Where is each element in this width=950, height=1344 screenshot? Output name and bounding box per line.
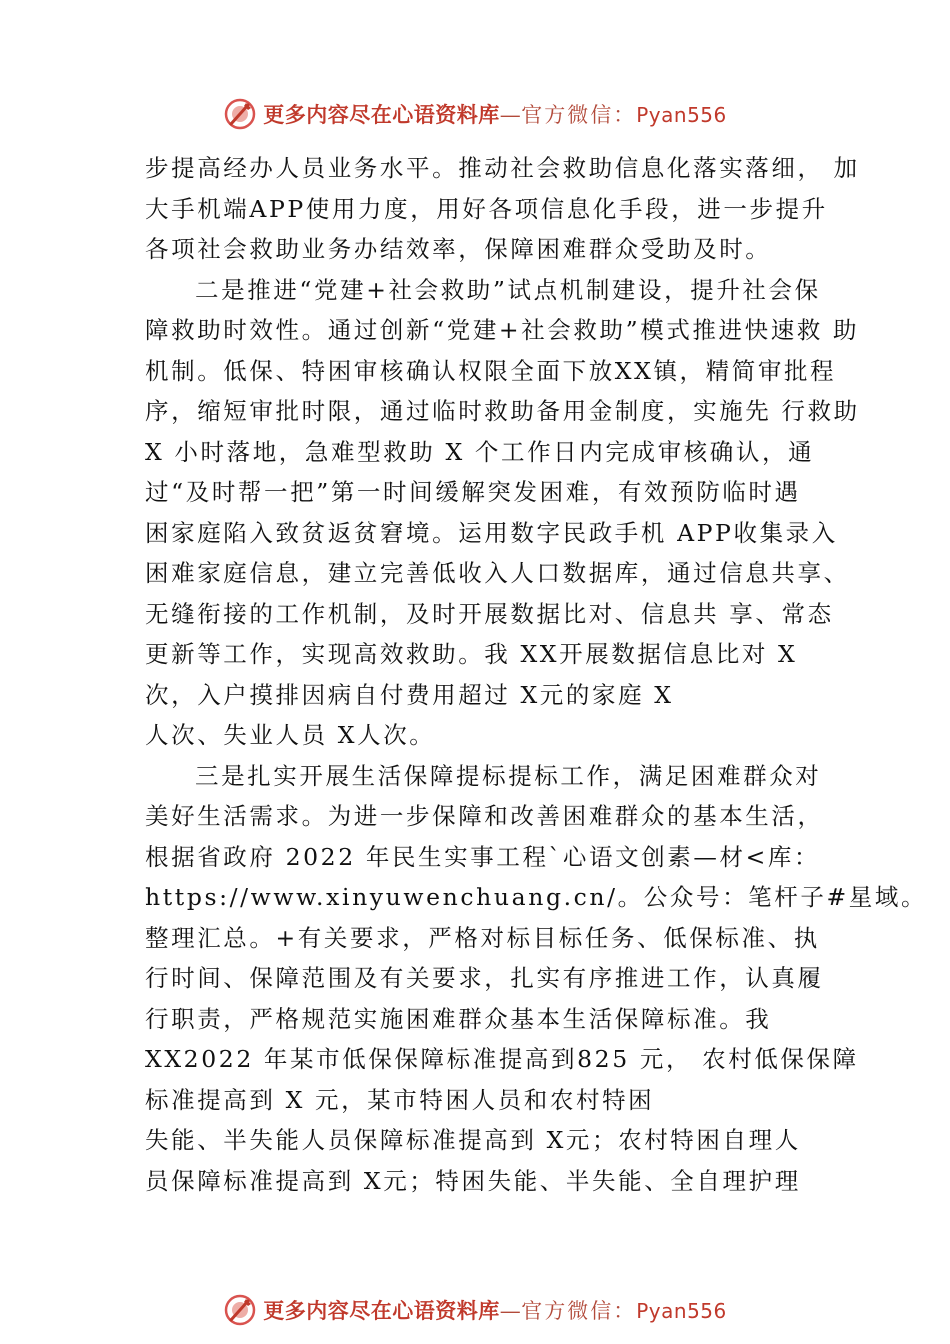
brush-logo-icon <box>223 1293 257 1327</box>
body-line: 行职责，严格规范实施困难群众基本生活保障标准。我 <box>145 1004 772 1033</box>
body-line: 无缝衔接的工作机制，及时开展数据比对、信息共 享、常态 <box>145 599 834 628</box>
body-line: 困家庭陷入致贫返贫窘境。运用数字民政手机 APP收集录入 <box>145 518 838 547</box>
body-line: 整理汇总。+有关要求，严格对标目标任务、低保标准、执 <box>145 923 820 952</box>
banner-wechat-id: Pyan556 <box>636 103 727 127</box>
body-line: 步提高经办人员业务水平。推动社会救助信息化落实落细， 加 <box>145 154 860 182</box>
banner-text <box>263 1295 727 1325</box>
body-line: 员保障标准提高到 X元；特困失能、半失能、全自理护理 <box>145 1166 801 1195</box>
banner-wechat-label: 官方微信： <box>521 103 637 127</box>
body-line: 大手机端APP使用力度，用好各项信息化手段，进一步提升 <box>145 194 828 223</box>
body-line: 序，缩短审批时限，通过临时救助备用金制度，实施先 行救助 <box>145 397 860 425</box>
body-line: 过“及时帮一把”第一时间缓解突发困难，有效预防临时遇 <box>145 478 801 506</box>
body-line: https://www.xinyuwenchuang.cn/。公众号：笔杆子#星域。 <box>145 883 928 911</box>
body-line: 失能、半失能人员保障标准提高到 X元；农村特困自理人 <box>145 1126 801 1154</box>
body-line: 困难家庭信息，建立完善低收入人口数据库，通过信息共享、 <box>145 559 850 587</box>
header-watermark-banner <box>0 92 950 136</box>
paragraph-start-line: 三是扎实开展生活保障提标提标工作，满足困难群众对 <box>195 761 822 790</box>
banner-wechat-id: Pyan556 <box>636 1299 727 1323</box>
banner-main-text: 更多内容尽在心语资料库 <box>263 1298 500 1323</box>
banner-separator: — <box>499 103 522 127</box>
banner-main-text: 更多内容尽在心语资料库 <box>263 102 500 127</box>
footer-watermark-banner <box>0 1288 950 1332</box>
body-line: 根据省政府 2022 年民生实事工程`心语文创素—材<库： <box>145 842 821 871</box>
body-line: 标准提高到 X 元，某市特困人员和农村特困 <box>145 1085 655 1114</box>
body-line: 美好生活需求。为进一步保障和改善困难群众的基本生活， <box>145 802 824 830</box>
brush-logo-icon <box>223 97 257 131</box>
body-line: 各项社会救助业务办结效率，保障困难群众受助及时。 <box>145 235 772 263</box>
body-line: 机制。低保、特困审核确认权限全面下放XX镇，精简审批程 <box>145 356 837 385</box>
banner-text <box>263 99 727 129</box>
banner-wechat-label: 官方微信： <box>521 1299 637 1323</box>
body-line: 次，入户摸排因病自付费用超过 X元的家庭 X <box>145 680 674 709</box>
body-line: 行时间、保障范围及有关要求，扎实有序推进工作，认真履 <box>145 964 824 992</box>
body-line: X 小时落地，急难型救助 X 个工作日内完成审核确认，通 <box>145 437 815 466</box>
body-line: XX2022 年某市低保保障标准提高到825 元， 农村低保保障 <box>145 1045 859 1073</box>
body-line: 人次、失业人员 X人次。 <box>145 721 436 749</box>
document-body <box>145 148 928 1201</box>
body-line: 更新等工作，实现高效救助。我 XX开展数据信息比对 X <box>145 640 798 668</box>
paragraph-start-line: 二是推进“党建+社会救助”试点机制建设，提升社会保 <box>195 275 821 304</box>
banner-separator: — <box>499 1299 522 1323</box>
body-line: 障救助时效性。通过创新“党建+社会救助”模式推进快速救 助 <box>145 316 860 344</box>
